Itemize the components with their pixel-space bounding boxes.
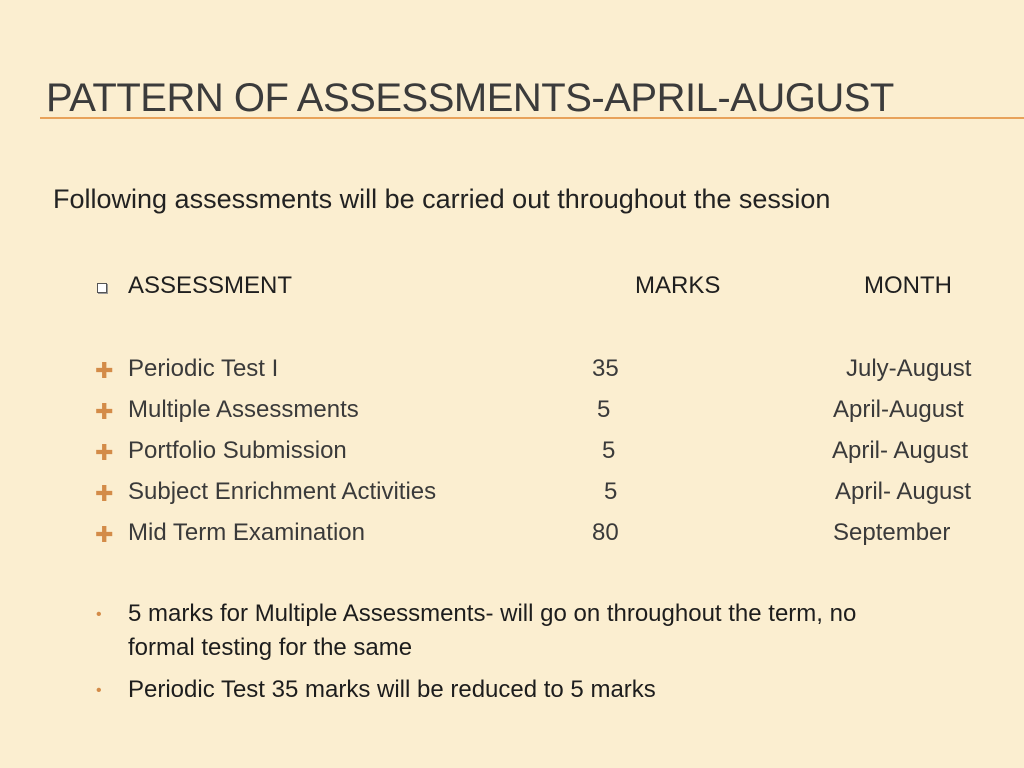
header-month: MONTH [864,272,952,299]
assessment-name: Periodic Test I [128,355,279,382]
title-divider [40,117,1024,119]
assessment-marks: 35 [592,355,619,382]
plus-icon: ✚ [95,358,114,383]
plus-icon: ✚ [95,440,114,465]
intro-text: Following assessments will be carried out throughout the session [53,184,831,214]
assessment-row [0,355,1024,389]
slide-title: PATTERN OF ASSESSMENTS-APRIL-AUGUST [46,76,894,120]
header-assessment: ASSESSMENT [128,272,293,299]
assessment-month: April- August [835,478,972,505]
note-line: 5 marks for Multiple Assessments- will go on throughout the term, no [128,600,857,627]
note-bullet-icon: • [96,682,102,699]
note-line: formal testing for the same [128,634,413,661]
assessment-row [0,478,1024,512]
note-item [128,597,856,665]
assessment-name: Portfolio Submission [128,437,347,464]
assessment-marks: 5 [604,478,618,505]
assessment-month: April- August [832,437,969,464]
square-bullet-icon [97,283,107,293]
assessment-name: Subject Enrichment Activities [128,478,437,505]
assessment-marks: 5 [597,396,611,423]
assessment-row [0,396,1024,430]
assessment-marks: 5 [602,437,616,464]
assessment-name: Multiple Assessments [128,396,359,423]
note-bullet-icon: • [96,606,102,623]
note-item [128,673,656,707]
assessment-month: September [833,519,951,546]
header-marks: MARKS [635,272,721,299]
assessment-row [0,519,1024,553]
plus-icon: ✚ [95,481,114,506]
assessment-marks: 80 [592,519,619,546]
assessment-row [0,437,1024,471]
assessment-month: July-August [846,355,972,382]
assessment-name: Mid Term Examination [128,519,365,546]
plus-icon: ✚ [95,399,114,424]
note-line: Periodic Test 35 marks will be reduced to 5 marks [128,676,656,703]
assessment-month: April-August [833,396,964,423]
plus-icon: ✚ [95,522,114,547]
